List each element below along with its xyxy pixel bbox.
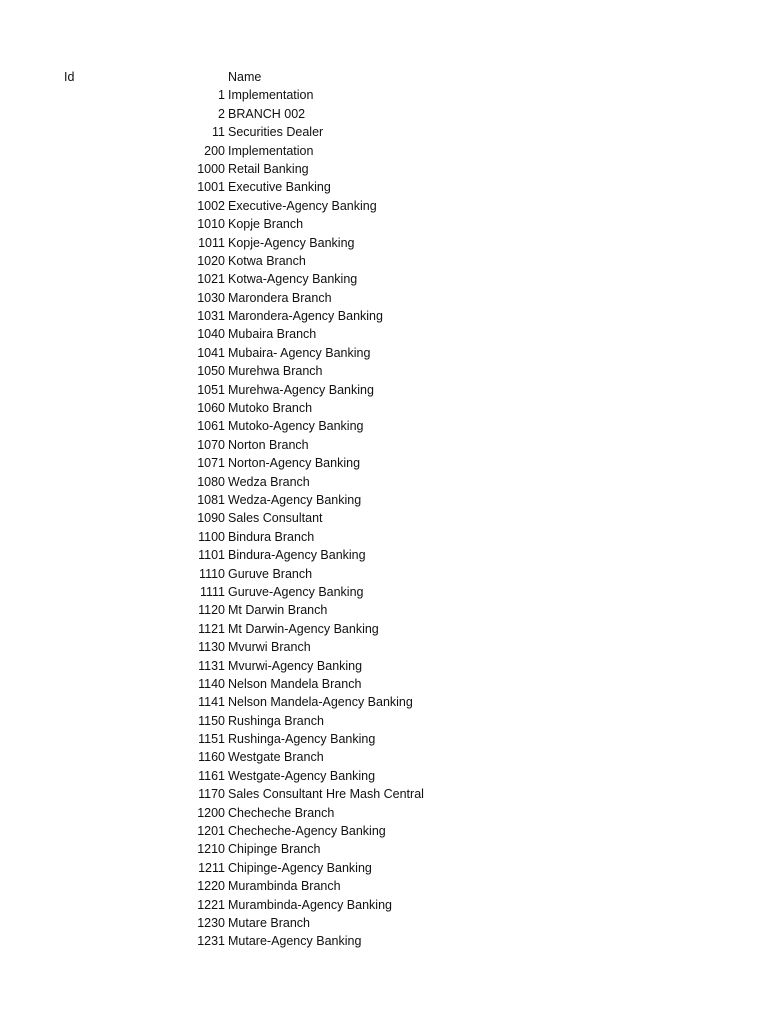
row-id: 1100 — [198, 529, 225, 544]
row-id: 1230 — [197, 915, 225, 930]
row-name: Bindura Branch — [228, 529, 315, 544]
table-row — [0, 822, 768, 840]
row-id: 1020 — [197, 253, 225, 268]
table-row — [0, 546, 768, 564]
row-id: 1002 — [197, 198, 225, 213]
table-row — [0, 675, 768, 693]
row-name: Wedza-Agency Banking — [228, 492, 362, 507]
branch-table — [0, 68, 768, 951]
row-id: 1120 — [198, 603, 225, 618]
table-row — [0, 344, 768, 362]
row-name: Mutare Branch — [228, 915, 310, 930]
row-id: 1011 — [198, 235, 225, 250]
row-id: 1231 — [197, 934, 225, 949]
row-name: Mutoko-Agency Banking — [228, 419, 364, 434]
table-row — [0, 234, 768, 252]
table-row — [0, 785, 768, 803]
table-row — [0, 748, 768, 766]
row-name: Executive-Agency Banking — [228, 198, 377, 213]
row-name: Retail Banking — [228, 161, 309, 176]
table-row — [0, 123, 768, 141]
row-name: Mutare-Agency Banking — [228, 934, 362, 949]
row-name: Checheche Branch — [228, 805, 335, 820]
row-id: 11 — [212, 125, 225, 140]
row-id: 1021 — [197, 272, 225, 287]
name-column-header: Name — [228, 70, 262, 84]
table-row — [0, 914, 768, 932]
table-row — [0, 270, 768, 288]
row-id: 1031 — [197, 309, 225, 324]
row-id: 1 — [218, 88, 225, 103]
row-id: 1001 — [197, 180, 225, 195]
row-name: Kotwa Branch — [228, 253, 306, 268]
row-id: 1090 — [197, 511, 225, 526]
row-id: 1221 — [197, 897, 225, 912]
table-row — [0, 896, 768, 914]
table-row — [0, 142, 768, 160]
row-id: 1130 — [198, 640, 225, 655]
row-id: 200 — [204, 143, 225, 158]
row-id: 1101 — [198, 548, 225, 563]
row-name: Murambinda Branch — [228, 879, 341, 894]
row-id: 1080 — [197, 474, 225, 489]
table-row — [0, 730, 768, 748]
row-name: Checheche-Agency Banking — [228, 824, 386, 839]
row-name: Implementation — [228, 143, 314, 158]
row-name: Sales Consultant — [228, 511, 323, 526]
table-row — [0, 454, 768, 472]
table-row — [0, 509, 768, 527]
row-id: 1070 — [197, 437, 225, 452]
row-id: 1201 — [197, 824, 225, 839]
row-name: Kopje Branch — [228, 217, 304, 232]
row-id: 1111 — [199, 584, 225, 599]
row-name: Securities Dealer — [228, 125, 324, 140]
table-row — [0, 307, 768, 325]
row-id: 1061 — [197, 419, 225, 434]
row-id: 1151 — [198, 732, 225, 747]
row-name: Marondera-Agency Banking — [228, 309, 383, 324]
row-name: Bindura-Agency Banking — [228, 548, 366, 563]
row-name: Norton-Agency Banking — [228, 456, 361, 471]
table-row — [0, 657, 768, 675]
row-name: Wedza Branch — [228, 474, 310, 489]
row-id: 1050 — [197, 364, 225, 379]
row-name: Nelson Mandela Branch — [228, 676, 362, 691]
row-id: 1200 — [197, 805, 225, 820]
header-row — [0, 68, 768, 86]
row-id: 1210 — [197, 842, 225, 857]
table-row — [0, 638, 768, 656]
row-id: 1121 — [198, 621, 225, 636]
row-name: Nelson Mandela-Agency Banking — [228, 695, 413, 710]
table-row — [0, 252, 768, 270]
row-name: Mubaira- Agency Banking — [228, 345, 371, 360]
row-id: 1071 — [197, 456, 225, 471]
table-row — [0, 859, 768, 877]
row-id: 1170 — [198, 787, 225, 802]
row-name: Rushinga Branch — [228, 713, 324, 728]
row-id: 1131 — [198, 658, 225, 673]
row-id: 1000 — [197, 161, 225, 176]
row-id: 1060 — [197, 401, 225, 416]
row-name: Guruve-Agency Banking — [228, 584, 364, 599]
row-name: Chipinge-Agency Banking — [228, 860, 372, 875]
table-row — [0, 399, 768, 417]
table-row — [0, 160, 768, 178]
row-name: Sales Consultant Hre Mash Central — [228, 787, 424, 802]
row-name: Mt Darwin-Agency Banking — [228, 621, 379, 636]
row-name: Marondera Branch — [228, 290, 332, 305]
table-row — [0, 565, 768, 583]
row-id: 1161 — [198, 768, 225, 783]
table-row — [0, 417, 768, 435]
row-name: Implementation — [228, 88, 314, 103]
row-name: Kotwa-Agency Banking — [228, 272, 358, 287]
table-row — [0, 932, 768, 950]
row-name: Chipinge Branch — [228, 842, 321, 857]
table-row — [0, 528, 768, 546]
table-row — [0, 804, 768, 822]
row-id: 2 — [218, 106, 225, 121]
table-row — [0, 840, 768, 858]
row-id: 1051 — [197, 382, 225, 397]
table-row — [0, 620, 768, 638]
row-name: Westgate-Agency Banking — [228, 768, 376, 783]
row-name: Kopje-Agency Banking — [228, 235, 355, 250]
row-id: 1150 — [198, 713, 225, 728]
row-id: 1141 — [198, 695, 225, 710]
table-row — [0, 86, 768, 104]
row-id: 1081 — [197, 492, 225, 507]
row-name: Mvurwi-Agency Banking — [228, 658, 363, 673]
row-id: 1040 — [197, 327, 225, 342]
row-id: 1220 — [197, 879, 225, 894]
table-row — [0, 491, 768, 509]
table-row — [0, 362, 768, 380]
row-id: 1041 — [197, 345, 225, 360]
row-name: Guruve Branch — [228, 566, 313, 581]
row-id: 1110 — [199, 566, 225, 581]
row-name: Norton Branch — [228, 437, 309, 452]
row-name: Mvurwi Branch — [228, 640, 311, 655]
row-name: Mutoko Branch — [228, 401, 313, 416]
row-name: Murehwa Branch — [228, 364, 323, 379]
row-id: 1160 — [198, 750, 225, 765]
table-row — [0, 105, 768, 123]
table-row — [0, 381, 768, 399]
table-row — [0, 197, 768, 215]
row-name: Murambinda-Agency Banking — [228, 897, 392, 912]
table-row — [0, 601, 768, 619]
table-row — [0, 325, 768, 343]
id-column-header: Id — [64, 70, 75, 84]
row-id: 1140 — [198, 676, 225, 691]
table-row — [0, 436, 768, 454]
table-body — [0, 86, 768, 950]
row-name: Rushinga-Agency Banking — [228, 732, 376, 747]
table-row — [0, 767, 768, 785]
table-row — [0, 178, 768, 196]
table-row — [0, 473, 768, 491]
table-row — [0, 877, 768, 895]
row-name: BRANCH 002 — [228, 106, 306, 121]
table-row — [0, 289, 768, 307]
row-name: Murehwa-Agency Banking — [228, 382, 374, 397]
row-name: Mubaira Branch — [228, 327, 317, 342]
row-id: 1211 — [198, 860, 225, 875]
table-row — [0, 215, 768, 233]
table-row — [0, 583, 768, 601]
row-id: 1010 — [197, 217, 225, 232]
table-row — [0, 712, 768, 730]
row-name: Executive Banking — [228, 180, 331, 195]
row-id: 1030 — [197, 290, 225, 305]
row-name: Mt Darwin Branch — [228, 603, 328, 618]
table-row — [0, 693, 768, 711]
row-name: Westgate Branch — [228, 750, 324, 765]
